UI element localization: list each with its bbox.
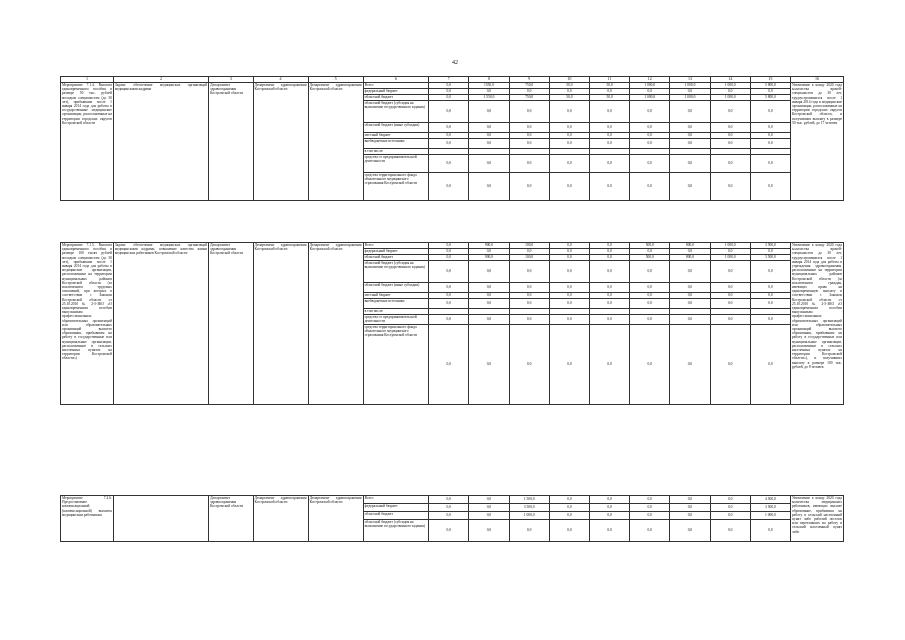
column-header: 12 — [630, 77, 670, 83]
amount-cell: 0,0 — [509, 101, 549, 123]
column-header: 6 — [363, 77, 429, 83]
funding-source: областной бюджет (иные субсидии) — [363, 283, 429, 293]
block3-c1-cell: Мероприятие 7.2.6. Предоставление компенсационной (компенсационной) выплаты медицинским работникам — [61, 496, 114, 542]
amount-cell: 0,0 — [469, 139, 509, 149]
amount-cell: 0,0 — [509, 520, 549, 542]
funding-source: областной бюджет — [363, 95, 429, 101]
amount-cell: 0,0 — [549, 496, 589, 504]
block1-c5-cell: Департамент здравоохранения Костромской области — [308, 83, 363, 201]
funding-source: местный бюджет — [363, 133, 429, 139]
amount-cell: 0,0 — [710, 504, 750, 512]
amount-cell: 0,0 — [549, 101, 589, 123]
amount-cell: 0,0 — [670, 496, 710, 504]
column-header: 3 — [209, 77, 253, 83]
amount-cell: 50,0 — [589, 83, 629, 89]
amount-cell: 750,0 — [509, 95, 549, 101]
amount-cell: 0,0 — [710, 123, 750, 133]
amount-cell: 0,0 — [630, 139, 670, 149]
block2-c5-cell: Департамент здравоохранения Костромской области — [308, 243, 363, 405]
amount-cell: 0,0 — [630, 101, 670, 123]
amount-cell: 5 800,0 — [750, 83, 790, 89]
column-header: 4 — [253, 77, 308, 83]
block1-result-cell: Увеличение к концу 2020 года количества врачей-специалистов до 30 лет, трудоустроившихся после 1 января 2014 года в медицинские организации, расположенные на территории городских округов Костромской области, и получивших выплату в размере 50 тыс. рублей, до 17 человек — [791, 83, 844, 201]
amount-cell: 0,0 — [670, 325, 710, 405]
amount-cell: 100,0 — [509, 243, 549, 249]
amount-cell: 0,0 — [549, 504, 589, 512]
amount-cell: 0,0 — [710, 325, 750, 405]
amount-cell: 0,0 — [469, 299, 509, 309]
amount-cell: 0,0 — [509, 315, 549, 325]
amount-cell: 0,0 — [750, 173, 790, 201]
amount-cell: 0,0 — [750, 293, 790, 299]
amount-cell: 50,0 — [549, 95, 589, 101]
amount-cell: 0,0 — [630, 520, 670, 542]
block2-c4-cell: Департамент здравоохранения Костромской области — [253, 243, 308, 405]
amount-cell: 0,0 — [630, 512, 670, 520]
block1-c4-cell: Департамент здравоохранения Костромской области — [253, 83, 308, 201]
amount-cell: 0,0 — [429, 95, 469, 101]
block3-c2-cell — [113, 496, 208, 542]
block-7-1-4 — [60, 82, 844, 201]
amount-cell: 0,0 — [670, 299, 710, 309]
amount-cell: 0,0 — [710, 315, 750, 325]
amount-cell: 0,0 — [589, 89, 629, 95]
amount-cell: 3 500,0 — [509, 504, 549, 512]
amount-cell: 0,0 — [670, 139, 710, 149]
column-header: 10 — [549, 77, 589, 83]
amount-cell: 0,0 — [469, 293, 509, 299]
funding-source: областной бюджет (субсидия на выполнение государственного задания) — [363, 520, 429, 542]
amount-cell: 5 800,0 — [750, 95, 790, 101]
amount-cell: 0,0 — [589, 325, 629, 405]
amount-cell: 0,0 — [589, 133, 629, 139]
amount-cell: 0,0 — [549, 520, 589, 542]
amount-cell: 0,0 — [630, 325, 670, 405]
amount-cell: 0,0 — [670, 249, 710, 255]
amount-cell: 0,0 — [549, 261, 589, 283]
amount-cell: 0,0 — [509, 261, 549, 283]
amount-cell: 3 500,0 — [750, 255, 790, 261]
amount-cell: 0,0 — [750, 249, 790, 255]
amount-cell: 0,0 — [710, 520, 750, 542]
amount-cell: 0,0 — [630, 89, 670, 95]
amount-cell: 0,0 — [670, 315, 710, 325]
amount-cell: 0,0 — [469, 315, 509, 325]
amount-cell: 0,0 — [630, 293, 670, 299]
amount-cell: 0,0 — [589, 123, 629, 133]
amount-cell: 0,0 — [630, 315, 670, 325]
amount-cell: 1 000,0 — [710, 83, 750, 89]
funding-source: средства территориального фонда обязательного медицинского страхования Костромской области — [363, 325, 429, 405]
block3-c3-cell: Департамент здравоохранения Костромской области — [209, 496, 253, 542]
amount-cell: 0,0 — [429, 520, 469, 542]
amount-cell: 100,0 — [509, 255, 549, 261]
block3-c5-cell: Департамент здравоохранения Костромской области — [308, 496, 363, 542]
amount-cell: 0,0 — [589, 101, 629, 123]
amount-cell: 0,0 — [469, 325, 509, 405]
column-header: 8 — [469, 77, 509, 83]
amount-cell: 1 500,0 — [509, 496, 549, 504]
amount-cell: 0,0 — [750, 520, 790, 542]
amount-cell: 0,0 — [589, 249, 629, 255]
amount-cell: 0,0 — [429, 261, 469, 283]
block2-result-cell: Увеличение к концу 2020 года количества врачей-специалистов до 30 лет, трудоустроившихся после 1 января 2014 года для работы в учреждения здравоохранения, расположенные на территории муниципальных районов Костромской области (за исключением граждан, имеющих право на единовременную выплату в соответствии с Законом Костромской области от 25.10.2010 № 2-5-ЗКО «О единовременном пособии выпускникам профессиональных образовательных организаций или образовательных организаций высшего образования, прибывшим на работу в государственные или муниципальные организации, расположенные в сельских населенных пунктах на территории Костромской области»), и получивших выплату в размере 100 тыс. рублей, до 8 человек — [791, 243, 844, 405]
amount-cell: 1 000,0 — [630, 95, 670, 101]
amount-cell: 0,0 — [469, 283, 509, 293]
column-header: 15 — [750, 77, 790, 83]
amount-cell: 0,0 — [509, 299, 549, 309]
amount-cell: 0,0 — [670, 89, 710, 95]
funding-source: средства от предпринимательской деятельности — [363, 315, 429, 325]
amount-cell: 0,0 — [710, 496, 750, 504]
column-header: 9 — [509, 77, 549, 83]
amount-cell: 0,0 — [549, 243, 589, 249]
funding-source: Всего — [363, 496, 429, 504]
amount-cell: 0,0 — [670, 520, 710, 542]
amount-cell: 0,0 — [469, 155, 509, 173]
amount-cell: 1 000,0 — [630, 83, 670, 89]
block3-result-cell: Увеличение к концу 2020 года количества медицинских работников, имеющих высшее образование, прибывших на работу в сельский населенный пункт либо рабочий поселок или переехавших на работу в сельский населенный пункт либо — [791, 496, 844, 542]
amount-cell: 0,0 — [429, 133, 469, 139]
amount-cell: 0,0 — [429, 243, 469, 249]
amount-cell: 0,0 — [549, 299, 589, 309]
amount-cell: 1 000,0 — [710, 95, 750, 101]
amount-cell: 0,0 — [710, 283, 750, 293]
amount-cell: 0,0 — [509, 123, 549, 133]
amount-cell: 0,0 — [469, 89, 509, 95]
funding-source: областной бюджет (иные субсидии) — [363, 123, 429, 133]
amount-cell: 0,0 — [509, 173, 549, 201]
amount-cell: 0,0 — [429, 283, 469, 293]
amount-cell: 1 000,0 — [670, 95, 710, 101]
amount-cell: 1 000,0 — [509, 512, 549, 520]
amount-cell: 3 500,0 — [750, 504, 790, 512]
page-number: 42 — [452, 60, 458, 66]
amount-cell: 0,0 — [429, 299, 469, 309]
amount-cell: 0,0 — [750, 261, 790, 283]
amount-cell: 0,0 — [750, 123, 790, 133]
column-header: 1 — [61, 77, 114, 83]
column-header: 16 — [791, 77, 844, 83]
amount-cell: 0,0 — [750, 101, 790, 123]
amount-cell: 0,0 — [429, 83, 469, 89]
funding-source: Всего — [363, 243, 429, 249]
amount-cell: 0,0 — [549, 139, 589, 149]
amount-cell: 0,0 — [710, 101, 750, 123]
amount-cell: 0,0 — [429, 123, 469, 133]
amount-cell: 0,0 — [429, 155, 469, 173]
amount-cell: 800,0 — [670, 243, 710, 249]
amount-cell: 0,0 — [469, 512, 509, 520]
amount-cell: 1 000,0 — [710, 243, 750, 249]
amount-cell: 1550,0 — [469, 83, 509, 89]
amount-cell: 0,0 — [509, 89, 549, 95]
amount-cell: 0,0 — [509, 155, 549, 173]
amount-cell: 0,0 — [630, 123, 670, 133]
amount-cell: 0,0 — [429, 325, 469, 405]
amount-cell: 0,0 — [589, 173, 629, 201]
amount-cell: 900,0 — [469, 255, 509, 261]
amount-cell: 0,0 — [750, 325, 790, 405]
amount-cell: 1 000,0 — [750, 512, 790, 520]
amount-cell: 0,0 — [589, 139, 629, 149]
amount-cell: 0,0 — [630, 173, 670, 201]
funding-source: федеральный бюджет — [363, 89, 429, 95]
amount-cell: 0,0 — [630, 504, 670, 512]
funding-source: областной бюджет — [363, 255, 429, 261]
block-7-1-5 — [60, 242, 844, 405]
amount-cell: 0,0 — [670, 293, 710, 299]
amount-cell: 0,0 — [589, 504, 629, 512]
amount-cell: 0,0 — [710, 173, 750, 201]
amount-cell: 0,0 — [589, 283, 629, 293]
amount-cell: 0,0 — [429, 512, 469, 520]
block-7-2-6 — [60, 495, 844, 542]
amount-cell: 0,0 — [429, 504, 469, 512]
amount-cell: 0,0 — [630, 155, 670, 173]
amount-cell: 0,0 — [549, 173, 589, 201]
amount-cell: 0,0 — [710, 512, 750, 520]
block1-c3-cell: Департамент здравоохранения Костромской области — [209, 83, 253, 201]
amount-cell: 0,0 — [469, 133, 509, 139]
funding-source: областной бюджет (субсидия на выполнение государственного задания) — [363, 261, 429, 283]
funding-source: средства от предпринимательской деятельности — [363, 155, 429, 173]
column-header: 13 — [670, 77, 710, 83]
amount-cell: 0,0 — [469, 261, 509, 283]
amount-cell: 0,0 — [750, 155, 790, 173]
amount-cell: 0,0 — [429, 101, 469, 123]
funding-source: федеральный бюджет — [363, 249, 429, 255]
block1-c2-cell: Задача: обеспечение медицинских организаций медицинскими кадрами — [113, 83, 208, 201]
amount-cell: 1 000,0 — [670, 83, 710, 89]
amount-cell: 0,0 — [549, 293, 589, 299]
amount-cell: 0,0 — [509, 133, 549, 139]
funding-source: внебюджетные источники — [363, 139, 429, 149]
amount-cell: 3 500,0 — [750, 243, 790, 249]
amount-cell: 1 000,0 — [710, 255, 750, 261]
amount-cell: 0,0 — [710, 89, 750, 95]
amount-cell: 0,0 — [549, 89, 589, 95]
amount-cell: 0,0 — [429, 293, 469, 299]
amount-cell: 0,0 — [509, 325, 549, 405]
amount-cell: 0,0 — [429, 173, 469, 201]
amount-cell: 0,0 — [589, 243, 629, 249]
funding-source: средства территориального фонда обязательного медицинского страхования Костромской области — [363, 173, 429, 201]
amount-cell: 0,0 — [469, 101, 509, 123]
amount-cell: 0,0 — [750, 139, 790, 149]
column-header: 7 — [429, 77, 469, 83]
amount-cell: 0,0 — [589, 520, 629, 542]
block2-c3-cell: Департамент здравоохранения Костромской области — [209, 243, 253, 405]
amount-cell: 0,0 — [429, 89, 469, 95]
amount-cell: 0,0 — [429, 496, 469, 504]
funding-source: областной бюджет — [363, 512, 429, 520]
amount-cell: 0,0 — [549, 325, 589, 405]
amount-cell: 800,0 — [670, 255, 710, 261]
amount-cell: 0,0 — [469, 249, 509, 255]
amount-cell: 0,0 — [670, 155, 710, 173]
amount-cell: 0,0 — [589, 293, 629, 299]
amount-cell: 0,0 — [429, 315, 469, 325]
column-header: 2 — [113, 77, 208, 83]
amount-cell: 0,0 — [549, 315, 589, 325]
amount-cell: 0,0 — [750, 299, 790, 309]
column-header: 11 — [589, 77, 629, 83]
amount-cell: 0,0 — [630, 299, 670, 309]
amount-cell: 0,0 — [750, 89, 790, 95]
amount-cell: 0,0 — [630, 249, 670, 255]
amount-cell: 50,0 — [589, 95, 629, 101]
amount-cell: 0,0 — [710, 299, 750, 309]
amount-cell: 0,0 — [670, 101, 710, 123]
block2-c1-cell: Мероприятие 7.1.5. Выплата единовременного пособия в размере 100 тысяч рублей молодым специалистам (до 30 лет), прибывшим после 1 января 2014 года для работы в медицинские организации, расположенные на территории муниципальных районов Костромской области (за исключением трудовых отношений, при которых в соответствии с Законом Костромской области от 25.10.2010 № 2-5-ЗКО «О единовременном пособии выпускникам профессиональных образовательных организаций или образовательных организаций высшего образования, прибывшим на работу в государственные или муниципальные организации, расположенные в сельских населенных пунктах на территории Костромской области») — [61, 243, 114, 405]
amount-cell: 50,0 — [549, 83, 589, 89]
amount-cell: 0,0 — [589, 299, 629, 309]
amount-cell: 0,0 — [670, 173, 710, 201]
amount-cell: 0,0 — [670, 123, 710, 133]
amount-cell: 0,0 — [509, 283, 549, 293]
amount-cell: 0,0 — [750, 133, 790, 139]
amount-cell: 0,0 — [750, 315, 790, 325]
amount-cell: 0,0 — [710, 249, 750, 255]
amount-cell: 0,0 — [750, 283, 790, 293]
amount-cell: 0,0 — [589, 261, 629, 283]
amount-cell: 0,0 — [589, 496, 629, 504]
amount-cell: 0,0 — [549, 155, 589, 173]
amount-cell: 0,0 — [670, 261, 710, 283]
amount-cell: 0,0 — [429, 249, 469, 255]
column-header: 14 — [710, 77, 750, 83]
funding-source: внебюджетные источники — [363, 299, 429, 309]
funding-source: в том числе: — [363, 309, 429, 315]
amount-cell: 0,0 — [710, 155, 750, 173]
amount-cell: 0,0 — [509, 293, 549, 299]
amount-cell: 0,0 — [509, 249, 549, 255]
amount-cell: 0,0 — [429, 139, 469, 149]
amount-cell: 0,0 — [710, 261, 750, 283]
block2-c2-cell: Задача: обеспечение медицинских организаций медицинскими кадрами, повышение качества жизни медицинских работников Костромской области — [113, 243, 208, 405]
amount-cell: 0,0 — [549, 255, 589, 261]
amount-cell: 0,0 — [469, 173, 509, 201]
amount-cell: 0,0 — [710, 139, 750, 149]
amount-cell: 0,0 — [630, 133, 670, 139]
amount-cell: 500,0 — [630, 243, 670, 249]
funding-source: местный бюджет — [363, 293, 429, 299]
funding-source: областной бюджет (субсидия на выполнение государственного задания) — [363, 101, 429, 123]
funding-source: в том числе: — [363, 149, 429, 155]
amount-cell: 0,0 — [549, 512, 589, 520]
funding-source: федеральный бюджет — [363, 504, 429, 512]
amount-cell: 0,0 — [549, 283, 589, 293]
funding-source: Всего — [363, 83, 429, 89]
amount-cell: 0,0 — [509, 139, 549, 149]
amount-cell: 500,0 — [630, 255, 670, 261]
amount-cell: 0,0 — [469, 123, 509, 133]
amount-cell: 0,0 — [670, 283, 710, 293]
amount-cell: 4 500,0 — [750, 496, 790, 504]
amount-cell: 0,0 — [670, 133, 710, 139]
amount-cell: 0,0 — [549, 133, 589, 139]
amount-cell: 0,0 — [469, 496, 509, 504]
amount-cell: 0,0 — [710, 133, 750, 139]
amount-cell: 0,0 — [589, 315, 629, 325]
amount-cell: 1 550,0 — [469, 95, 509, 101]
amount-cell: 0,0 — [670, 512, 710, 520]
amount-cell: 0,0 — [670, 504, 710, 512]
amount-cell: 0,0 — [630, 496, 670, 504]
amount-cell: 0,0 — [630, 261, 670, 283]
amount-cell: 0,0 — [589, 155, 629, 173]
block3-c4-cell: Департамент здравоохранения Костромской области — [253, 496, 308, 542]
amount-cell: 0,0 — [549, 123, 589, 133]
column-header: 5 — [308, 77, 363, 83]
amount-cell: 0,0 — [429, 255, 469, 261]
amount-cell: 0,0 — [469, 504, 509, 512]
amount-cell: 750,0 — [509, 83, 549, 89]
amount-cell: 0,0 — [549, 249, 589, 255]
amount-cell: 0,0 — [630, 283, 670, 293]
amount-cell: 0,0 — [469, 520, 509, 542]
amount-cell: 900,0 — [469, 243, 509, 249]
amount-cell: 0,0 — [710, 293, 750, 299]
amount-cell: 0,0 — [589, 255, 629, 261]
block1-c1-cell: Мероприятие 7.1.4. Выплата единовременного пособия в размере 50 тыс. рублей молодым специалистам (до 30 лет), прибывшим после 1 января 2014 года для работы в государственные медицинские организации, расположенные на территории городских округов Костромской области — [61, 83, 114, 201]
amount-cell: 0,0 — [589, 512, 629, 520]
